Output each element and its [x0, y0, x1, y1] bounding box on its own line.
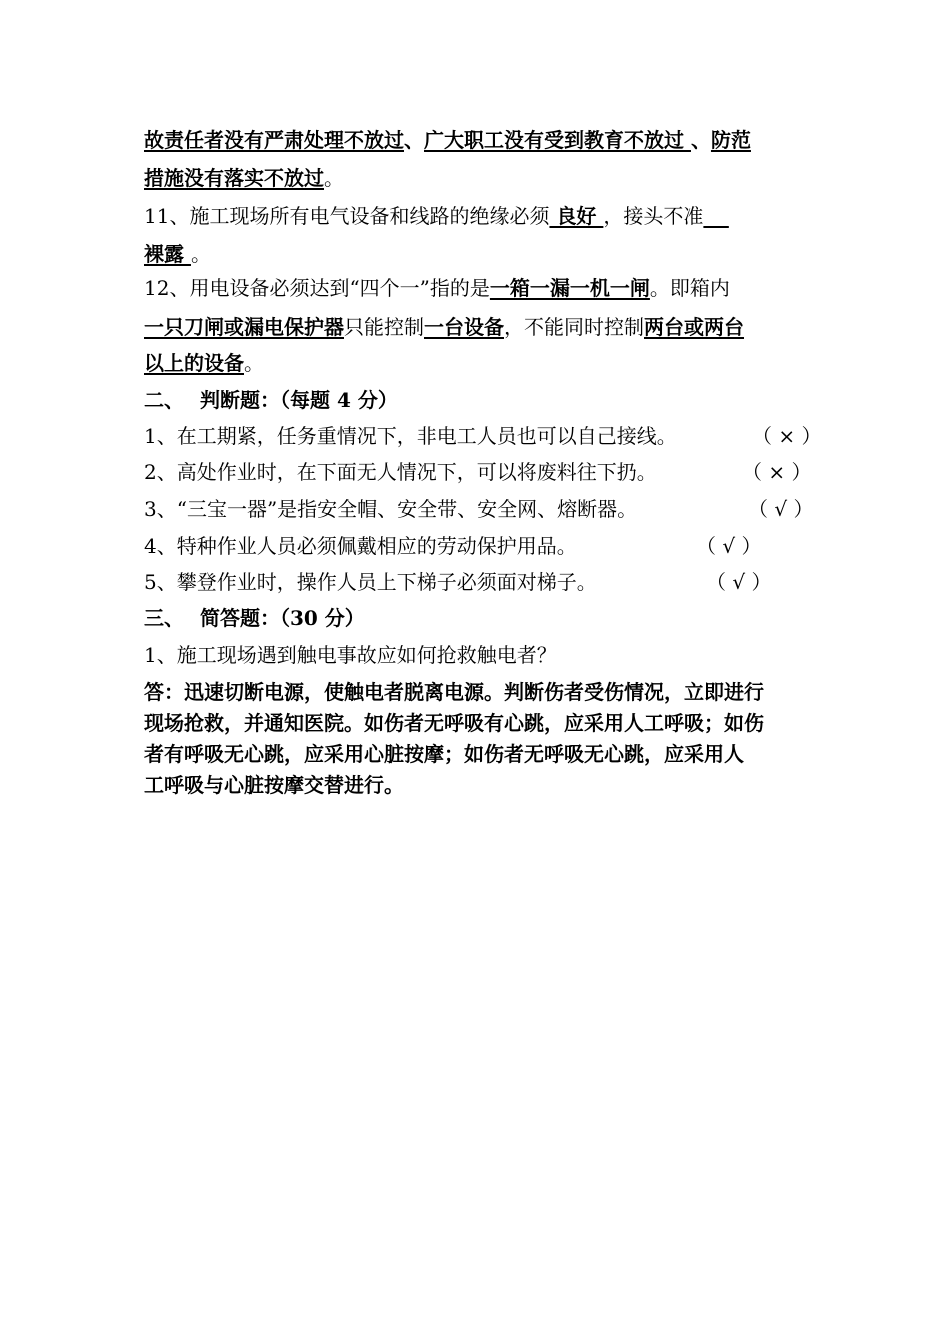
tf-item-text: 1、在工期紧，任务重情况下，非电工人员也可以自己接线。: [144, 424, 677, 448]
answer-underlined: 一箱一漏一机一闸: [489, 276, 650, 300]
separator: 、: [690, 128, 711, 152]
question-text: ，接头不准: [603, 204, 704, 228]
separator: 、: [404, 128, 424, 152]
tf-item-3-answer: （ √ ）: [748, 497, 814, 521]
answer-underlined: 一台设备: [424, 315, 504, 339]
section-title: 判断题：（每题 4 分）: [200, 388, 398, 412]
answer-underlined: 裸露: [144, 242, 191, 266]
answer-underlined: 防范: [710, 128, 751, 152]
section-number: 三、: [144, 606, 184, 630]
tf-item-1: [144, 422, 677, 450]
question-12-line-1: [144, 274, 730, 302]
continuation-line-2: [144, 164, 344, 192]
tf-item-2-answer: （ × ）: [742, 460, 812, 484]
answer-underlined: 广大职工没有受到教育不放过: [424, 128, 691, 152]
answer-line-1: 答：迅速切断电源，使触电者脱离电源。判断伤者受伤情况，立即进行: [144, 680, 764, 704]
tf-item-text: 2、高处作业时，在下面无人情况下，可以将废料往下扔。: [144, 460, 657, 484]
tf-item-5: [144, 568, 597, 596]
line-end: 。: [190, 242, 211, 266]
section-title: 简答题：（30 分）: [200, 606, 365, 630]
question-text: 只能控制: [344, 315, 424, 339]
tf-item-1-answer: （ × ）: [752, 424, 822, 448]
answer-underlined: 良好: [549, 204, 604, 228]
section-heading-judgment: [144, 386, 398, 414]
answer-underlined: 故责任者没有严肃处理不放过: [144, 128, 404, 152]
answer-line-3: 者有呼吸无心跳，应采用心脏按摩；如伤者无呼吸无心跳，应采用人: [144, 742, 744, 766]
question-text: 11、施工现场所有电气设备和线路的绝缘必须: [144, 204, 550, 228]
answer-underlined: 措施没有落实不放过: [144, 166, 324, 190]
tf-item-2: [144, 458, 657, 486]
question-11-line-2: [144, 240, 211, 268]
section-number: 二、: [144, 388, 184, 412]
tf-item-text: 5、攀登作业时，操作人员上下梯子必须面对梯子。: [144, 570, 597, 594]
tf-item-5-answer: （ √ ）: [706, 570, 772, 594]
question-12-line-3: [144, 349, 264, 377]
answer-underlined: 一只刀闸或漏电保护器: [144, 315, 344, 339]
line-end: 。: [244, 351, 264, 375]
question-text: 1、施工现场遇到触电事故应如何抢救触电者？: [144, 643, 557, 667]
tf-item-text: 3、“三宝一器”是指安全帽、安全带、安全网、熔断器。: [144, 497, 638, 521]
answer-underlined: 两台或两台: [644, 315, 744, 339]
answer-line-2: 现场抢救，并通知医院。如伤者无呼吸有心跳，应采用人工呼吸；如伤: [144, 711, 764, 735]
question-11-line-1: [144, 202, 729, 230]
short-answer-question: [144, 641, 557, 669]
continuation-line-1: [144, 126, 751, 154]
question-text: 12、用电设备必须达到“四个一”指的是: [144, 276, 490, 300]
question-text: ，不能同时控制: [504, 315, 644, 339]
tf-item-4-answer: （ √ ）: [696, 534, 762, 558]
tf-item-3: [144, 495, 637, 523]
question-12-line-2: [144, 313, 744, 341]
question-text: 。即箱内: [649, 276, 730, 300]
answer-line-4: 工呼吸与心脏按摩交替进行。: [144, 773, 404, 797]
line-end: 。: [324, 166, 344, 190]
answer-underlined: 以上的设备: [144, 351, 244, 375]
tf-item-text: 4、特种作业人员必须佩戴相应的劳动保护用品。: [144, 534, 577, 558]
blank-underline: [703, 204, 728, 228]
section-heading-short-answer: [144, 604, 365, 632]
tf-item-4: [144, 532, 577, 560]
